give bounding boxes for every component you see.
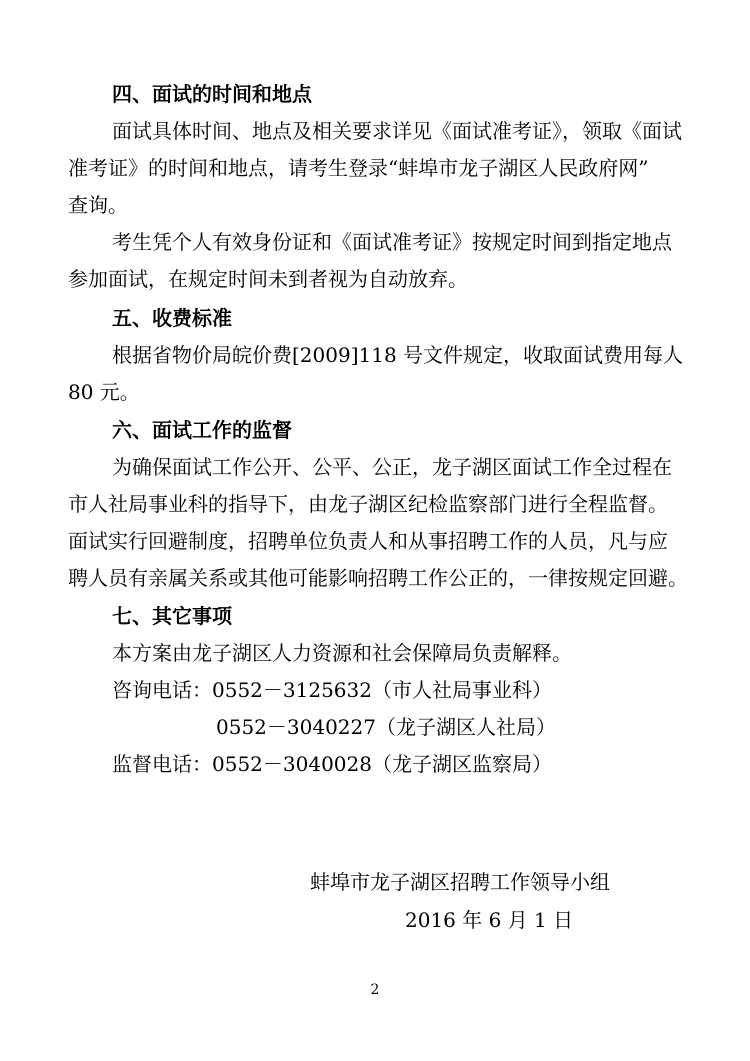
page-number: 2 xyxy=(370,982,380,998)
paragraph-line: 为确保面试工作公开、公平、公正，龙子湖区面试工作全过程在 xyxy=(112,455,672,479)
section-heading-interview-time-place: 四、面试的时间和地点 xyxy=(112,82,312,106)
paragraph-line: 面试实行回避制度，招聘单位负责人和从事招聘工作的人员，凡与应 xyxy=(68,529,668,553)
paragraph-line: 查询。 xyxy=(68,193,128,217)
paragraph-line: 参加面试，在规定时间未到者视为自动放弃。 xyxy=(68,267,468,291)
section-heading-fee-standard: 五、收费标准 xyxy=(112,306,232,330)
paragraph-line: 本方案由龙子湖区人力资源和社会保障局负责解释。 xyxy=(112,641,572,665)
paragraph-line: 市人社局事业科的指导下，由龙子湖区纪检监察部门进行全程监督。 xyxy=(68,492,668,516)
supervision-phone-line: 监督电话：0552－3040028（龙子湖区监察局） xyxy=(112,752,552,776)
paragraph-line: 准考证》的时间和地点，请考生登录“蚌埠市龙子湖区人民政府网” xyxy=(68,156,649,180)
paragraph-line: 80 元。 xyxy=(68,380,140,404)
paragraph-line: 根据省物价局皖价费[2009]118 号文件规定，收取面试费用每人 xyxy=(112,343,684,367)
section-heading-other-matters: 七、其它事项 xyxy=(112,604,232,628)
paragraph-line: 考生凭个人有效身份证和《面试准考证》按规定时间到指定地点 xyxy=(112,230,672,254)
paragraph-line: 聘人员有亲属关系或其他可能影响招聘工作公正的，一律按规定回避。 xyxy=(68,566,688,590)
section-heading-supervision: 六、面试工作的监督 xyxy=(112,418,292,442)
consult-phone-line-2: 0552－3040227（龙子湖区人社局） xyxy=(216,715,556,739)
consult-phone-line: 咨询电话：0552－3125632（市人社局事业科） xyxy=(112,678,552,702)
paragraph-line: 面试具体时间、地点及相关要求详见《面试准考证》，领取《面试 xyxy=(112,119,682,143)
signature-organization: 蚌埠市龙子湖区招聘工作领导小组 xyxy=(310,870,610,894)
signature-date: 2016 年 6 月 1 日 xyxy=(405,908,574,932)
